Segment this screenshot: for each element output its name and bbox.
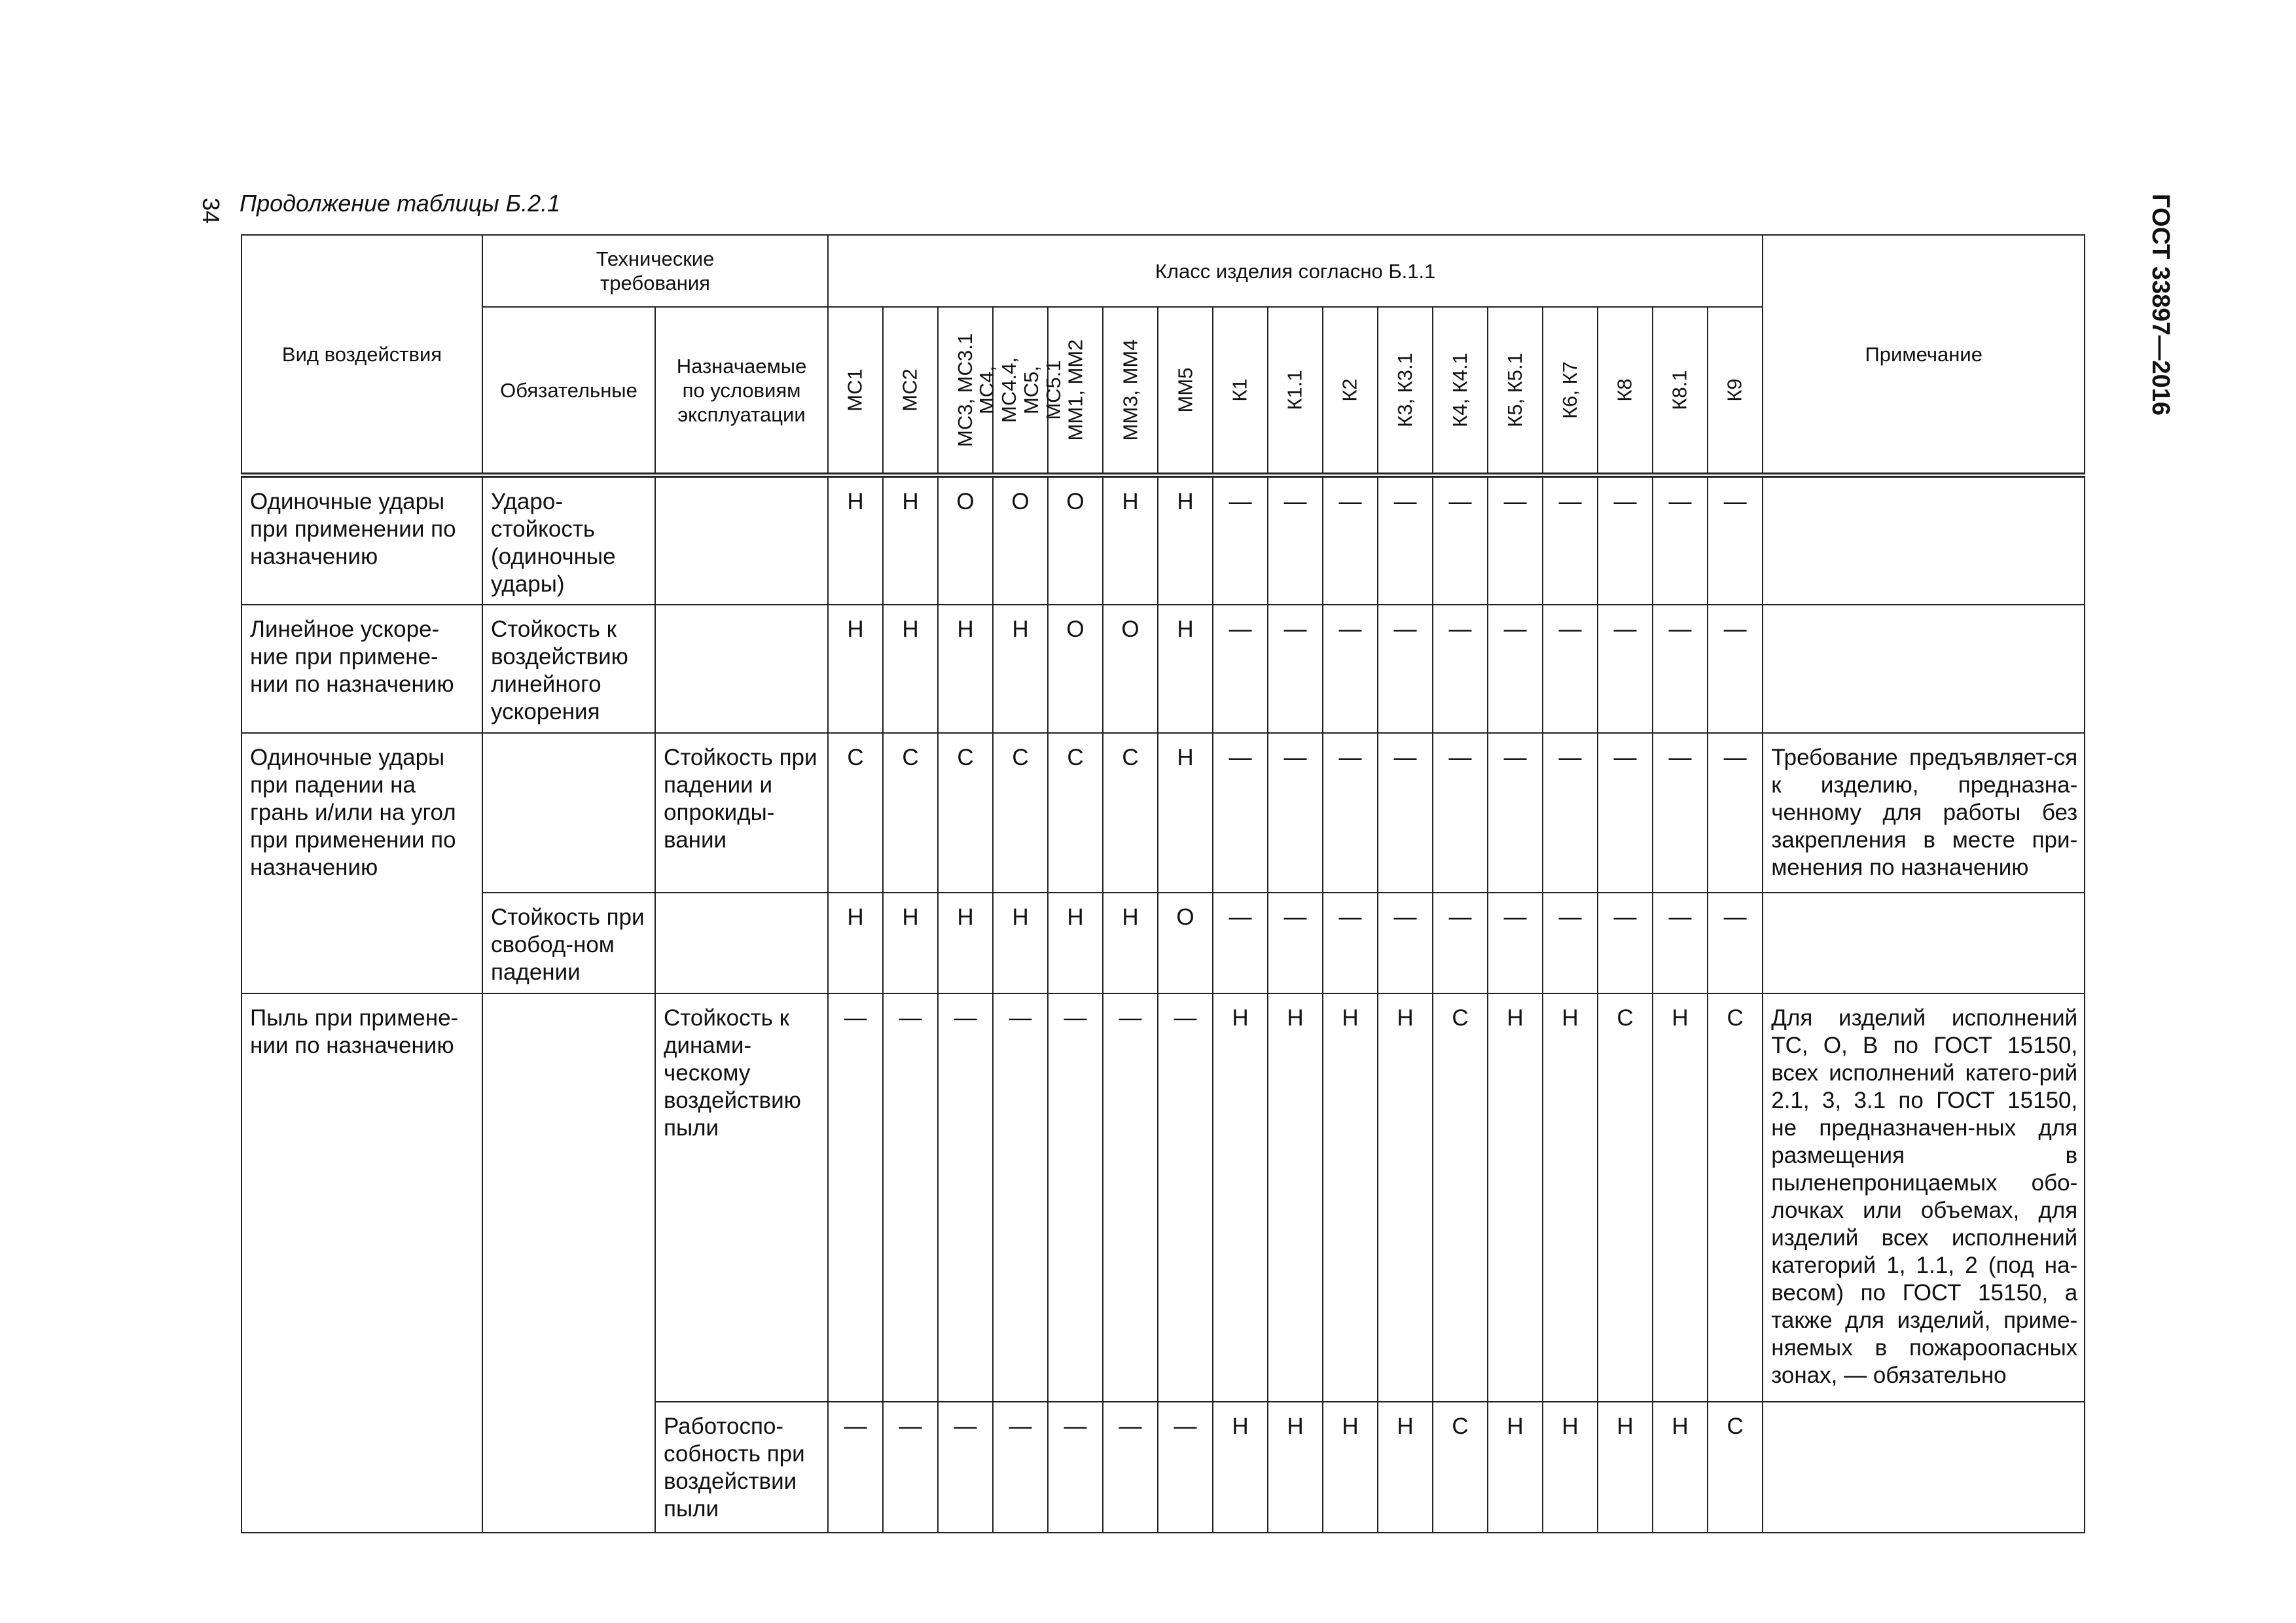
cell-class-value: — [1598,893,1653,993]
cell-class-value: Н [1103,475,1158,605]
table-row [242,893,2085,993]
cell-class-value: — [1708,733,1763,893]
page-number: 34 [198,198,224,224]
cell-class-value: Н [938,893,993,993]
cell-class-value: Н [1323,1402,1378,1533]
header-class-label: К1.1 [1283,370,1307,410]
cell-mandatory: Ударо-стойкость (одиночные удары) [482,475,655,605]
header-class-11 [1433,307,1488,475]
cell-class-value: Н [1103,893,1158,993]
cell-class-value: — [1653,475,1708,605]
header-class-9 [1323,307,1378,475]
cell-class-value: — [1543,733,1598,893]
cell-mandatory: Стойкость к воздействию линейного ускорения [482,605,655,733]
cell-class-value: — [828,1402,883,1533]
cell-class-value: — [1213,733,1268,893]
header-class-14 [1598,307,1653,475]
cell-class-value: — [1378,733,1433,893]
cell-class-value: Н [1268,993,1323,1402]
cell-class-value: — [1488,893,1543,993]
cell-class-value: — [1653,733,1708,893]
cell-mandatory [482,733,655,893]
cell-class-value: — [1213,605,1268,733]
cell-class-value: — [1323,605,1378,733]
table-row [242,993,2085,1402]
header-class-15 [1653,307,1708,475]
header-class-7 [1213,307,1268,475]
cell-class-value: — [1708,475,1763,605]
cell-class-value: Н [1598,1402,1653,1533]
cell-assigned [655,893,828,993]
header-class-3 [975,307,1066,475]
cell-class-value: Н [1488,993,1543,1402]
cell-vid: Одиночные удары при применении по назначению [242,475,482,605]
cell-class-value: — [1103,1402,1158,1533]
header-note: Примечание [1763,235,2085,475]
cell-assigned [655,605,828,733]
cell-class-value: Н [993,893,1048,993]
cell-assigned: Стойкость при падении и опрокиды-вании [655,733,828,893]
cell-class-value: — [1543,893,1598,993]
header-vid: Вид воздействия [242,235,482,475]
cell-class-value: Н [1158,733,1213,893]
header-class-label: К6, К7 [1558,361,1582,419]
cell-class-value: Н [1543,993,1598,1402]
cell-class-value: Н [1158,605,1213,733]
cell-class-value: — [883,993,938,1402]
cell-class-value: Н [883,475,938,605]
cell-class-value: О [1158,893,1213,993]
cell-class-value: Н [1543,1402,1598,1533]
cell-note [1763,475,2085,605]
header-class-6 [1158,307,1213,475]
header-class-label: МС1 [844,368,867,412]
table-row [242,733,2085,893]
header-class-label: К1 [1229,378,1252,402]
header-class-0 [828,307,883,475]
cell-class-value: Н [938,605,993,733]
cell-mandatory [482,993,655,1533]
header-class-label: МС2 [899,368,922,412]
cell-class-value: Н [1653,993,1708,1402]
cell-assigned: Работоспо-собность при воздействии пыли [655,1402,828,1533]
cell-class-value: Н [828,605,883,733]
cell-class-value: — [1708,605,1763,733]
header-class-label: К3, К3.1 [1393,353,1417,427]
cell-class-value: — [1543,605,1598,733]
cell-class-value: — [1213,893,1268,993]
cell-class-value: — [1653,605,1708,733]
cell-class-value: — [1103,993,1158,1402]
cell-note [1763,1402,2085,1533]
cell-class-value: О [1103,605,1158,733]
cell-class-value: Н [1048,893,1103,993]
cell-class-value: С [1103,733,1158,893]
cell-class-value: О [1048,605,1103,733]
cell-class-value: — [1488,475,1543,605]
cell-vid: Пыль при примене-нии по назначению [242,993,482,1533]
cell-class-value: С [1048,733,1103,893]
header-class-label: К8 [1613,378,1637,402]
table-caption: Продолжение таблицы Б.2.1 [240,190,561,217]
header-class-label: К2 [1338,378,1362,402]
cell-class-value: — [1213,475,1268,605]
cell-class-value: Н [1213,1402,1268,1533]
cell-class-value: С [1598,993,1653,1402]
cell-assigned [655,475,828,605]
header-class-label: К8.1 [1668,370,1692,410]
header-class-label: К4, К4.1 [1448,353,1472,427]
cell-note [1763,893,2085,993]
cell-class-value: Н [1378,1402,1433,1533]
cell-class-value: Н [828,475,883,605]
cell-class-value: — [1048,1402,1103,1533]
cell-class-value: — [1158,993,1213,1402]
cell-class-value: — [1653,893,1708,993]
cell-class-value: С [1433,993,1488,1402]
header-class-label: ММ1, ММ2 [1064,339,1087,441]
cell-class-value: — [1323,733,1378,893]
header-class-1 [883,307,938,475]
cell-class-value: — [828,993,883,1402]
cell-class-value: — [1488,733,1543,893]
table-row [242,475,2085,605]
cell-vid: Линейное ускоре-ние при примене-нии по назначению [242,605,482,733]
cell-class-value: — [1323,893,1378,993]
cell-note [1763,605,2085,733]
cell-class-value: — [1433,893,1488,993]
cell-class-value: — [1378,605,1433,733]
header-tech: Технические требования [482,235,828,307]
requirements-table [241,234,2085,1533]
header-class-12 [1488,307,1543,475]
header-class-8 [1268,307,1323,475]
cell-class-value: С [993,733,1048,893]
cell-class-value: С [1708,1402,1763,1533]
cell-class-value: — [1268,605,1323,733]
header-mandatory: Обязательные [482,307,655,475]
cell-class-value: С [1708,993,1763,1402]
cell-class-value: — [1598,475,1653,605]
header-class-label: К5, К5.1 [1503,353,1527,427]
cell-class-value: — [1268,475,1323,605]
cell-class-value: Н [1158,475,1213,605]
cell-class-value: — [1158,1402,1213,1533]
cell-class-value: С [938,733,993,893]
cell-class-value: С [828,733,883,893]
cell-class-value: — [1378,893,1433,993]
header-class-label: ММ3, ММ4 [1119,339,1142,441]
cell-class-value: Н [1378,993,1433,1402]
cell-class-value: — [1433,605,1488,733]
cell-class-value: — [883,1402,938,1533]
cell-class-value: О [938,475,993,605]
cell-class-value: Н [1268,1402,1323,1533]
cell-class-value: — [1598,733,1653,893]
standard-label [2140,194,2179,455]
header-class-label: К9 [1723,378,1747,402]
cell-class-value: — [993,993,1048,1402]
header-class-label: ММ5 [1174,367,1197,413]
header-assigned: Назначаемые по условиям эксплуатации [655,307,828,475]
cell-class-value: Н [1488,1402,1543,1533]
cell-class-value: Н [1323,993,1378,1402]
cell-vid: Одиночные удары при падении на грань и/или на угол при применении по назначению [242,733,482,993]
cell-class-value: — [1708,893,1763,993]
cell-class-value: О [1048,475,1103,605]
cell-note: Для изделий исполнений ТС, О, В по ГОСТ 15150, всех исполнений катего-рий 2.1, 3, 3.1 по ГОСТ 15150, не предназначен-ных для размещения в пыленепроницаемых обо-лочках или объемах, для изделий всех исполнений категорий 1, 1.1, 2 (под на-весом) по ГОСТ 15150, а также для изделий, приме-няемых в пожароопасных зонах, — обязательно [1763,993,2085,1402]
cell-class-value: — [938,993,993,1402]
cell-class-value: — [1378,475,1433,605]
cell-class-value: — [1488,605,1543,733]
header-class-5 [1103,307,1158,475]
cell-class-value: — [993,1402,1048,1533]
table-row [242,605,2085,733]
standard-code: ГОСТ 33897—2016 [2147,194,2174,416]
cell-class-value: — [1433,733,1488,893]
cell-class-value: Н [993,605,1048,733]
cell-mandatory: Стойкость при свобод-ном падении [482,893,655,993]
cell-class-value: Н [883,893,938,993]
header-class-13 [1543,307,1598,475]
cell-class-value: Н [828,893,883,993]
header-class-label: МС4, МС4.4, МС5, МС5.1 [975,357,1066,423]
cell-class-value: — [1323,475,1378,605]
cell-class-value: С [883,733,938,893]
cell-class-value: О [993,475,1048,605]
header-class-label: МС3, МС3.1 [954,333,977,447]
cell-class-value: — [1268,893,1323,993]
cell-class-value: — [1268,733,1323,893]
header-class-group: Класс изделия согласно Б.1.1 [828,235,1763,307]
header-class-16 [1708,307,1763,475]
cell-class-value: — [1433,475,1488,605]
cell-note: Требование предъявляет-ся к изделию, предназна-ченному для работы без закрепления в месте при-менения по назначению [1763,733,2085,893]
cell-class-value: Н [1653,1402,1708,1533]
cell-class-value: С [1433,1402,1488,1533]
cell-class-value: Н [1213,993,1268,1402]
cell-class-value: Н [883,605,938,733]
cell-class-value: — [1543,475,1598,605]
cell-class-value: — [1598,605,1653,733]
cell-class-value: — [938,1402,993,1533]
header-class-10 [1378,307,1433,475]
cell-assigned: Стойкость к динами-ческому воздействию пыли [655,993,828,1402]
cell-class-value: — [1048,993,1103,1402]
